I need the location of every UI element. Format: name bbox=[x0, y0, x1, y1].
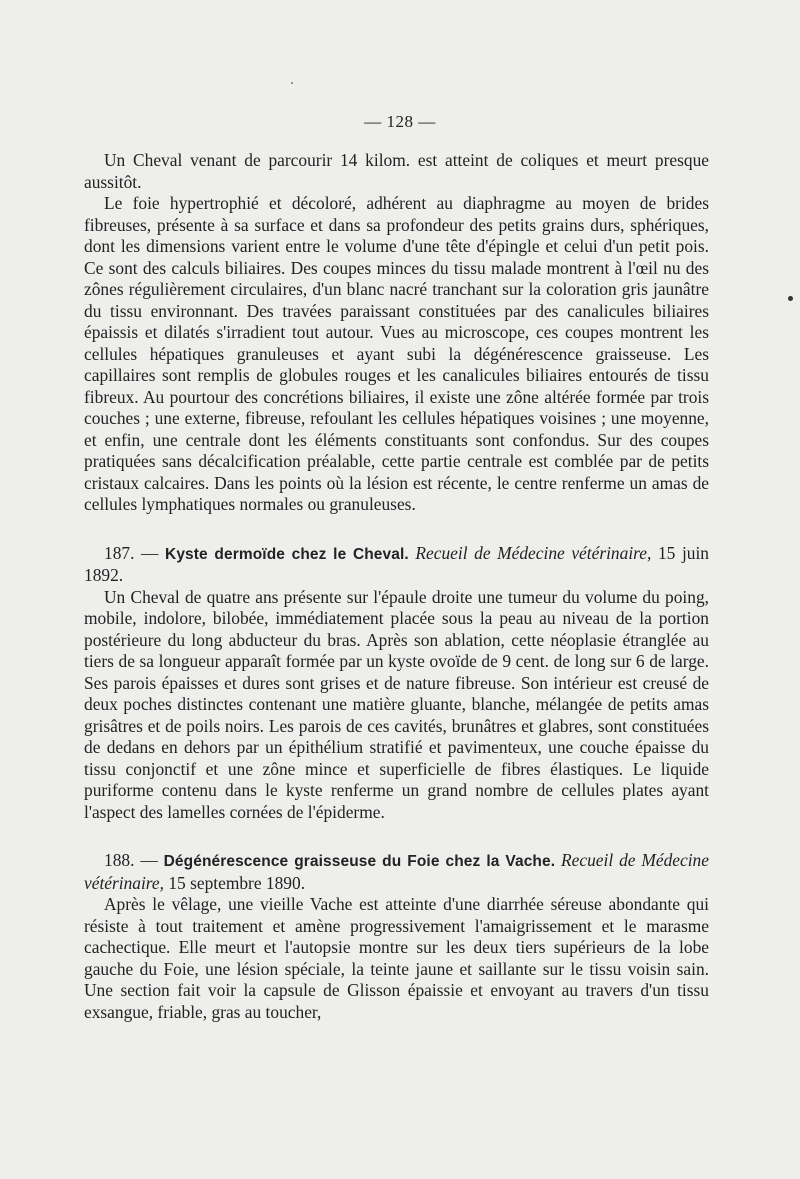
entry-187-title: Kyste dermoïde chez le Cheval. bbox=[165, 545, 409, 563]
entry-187-number: 187. — bbox=[104, 542, 159, 563]
paper-speck bbox=[788, 296, 793, 301]
intro-paragraph-1: Un Cheval venant de parcourir 14 kilom. est atteint de coliques et meurt presque aussitôt. bbox=[84, 150, 709, 192]
entry-187-date: 15 juin 1892. bbox=[84, 542, 709, 585]
page-body bbox=[84, 150, 709, 1023]
paper-speck bbox=[291, 82, 293, 84]
entry-187-body: Un Cheval de quatre ans présente sur l'épaule droite une tumeur du volume du poing, mobile, indolore, bilobée, immédiatement placée sous la peau au niveau de la portion postérieure du long abducteur du bras. Après son ablation, cette néoplasie étranglée au tiers de sa longueur apparaît formée par un kyste ovoïde de 9 cent. de long sur 6 de large. Ses parois épaisses et dures sont grises et de nature fibreuse. Son intérieur est creusé de deux poches distinctes contenant une matière gluante, blanche, mélangée de petits amas grisâtres et de poils noirs. Les parois de ces cavités, brunâtres et glabres, sont constituées de dedans en dehors par un épithélium stratifié et pavimenteux, une couche épaisse du tissu conjonctif et une zône mince et superficielle de fibres élastiques. Le liquide puriforme contenu dans le kyste renferme un grand nombre de cellules plates ayant l'aspect des lamelles cornées de l'épiderme. bbox=[84, 586, 709, 822]
entry-188-heading bbox=[84, 850, 709, 894]
entry-188-title: Dégénérescence graisseuse du Foie chez la Vache. bbox=[163, 853, 556, 870]
entry-188-number: 188. — bbox=[104, 850, 158, 870]
entry-188-body: Après le vêlage, une vieille Vache est atteinte d'une diarrhée séreuse abondante qui résiste à tout traitement et amène progressivement l'amaigrissement et le marasme cachectique. Elle meurt et l'autopsie montre sur les deux tiers supérieurs de la lobe gauche du Foie, une lésion spéciale, la teinte jaune et saillante sur le tissu voisin sain. Une section fait voir la capsule de Glisson épaissie et envoyant au travers d'un tissu exsangue, friable, gras au toucher, bbox=[84, 894, 709, 1022]
entry-188-source: Recueil de Médecine vétérinaire, bbox=[84, 850, 709, 893]
intro-paragraph-2: Le foie hypertrophié et décoloré, adhérent au diaphragme au moyen de brides fibreuses, présente à sa surface et dans sa profondeur des petits grains durs, sphériques, dont les dimensions varient entre le volume d'une tête d'épingle et celui d'un petit pois. Ce sont des calculs biliaires. Des coupes minces du tissu malade montrent à l'œil nu des zônes régulièrement circulaires, d'un blanc nacré tranchant sur la coloration gris jaunâtre du tissu environnant. Des travées paraissant constituées par des canalicules biliaires épaissis et dilatés s'irradient tout autour. Vues au microscope, ces coupes montrent les cellules hépatiques granuleuses et ayant subi la dégénérescence graisseuse. Les capillaires sont remplis de globules rouges et les canalicules biliaires entourés de tissu fibreux. Au pourtour des concrétions biliaires, il existe une zône altérée formée par trois couches ; une externe, fibreuse, refoulant les cellules hépatiques voisines ; une moyenne, et enfin, une centrale dont les éléments constituants sont confondus. Sur des coupes pratiquées sans décalcification préalable, cette partie centrale est comblée par de petits cristaux calcaires. Dans les points où la lésion est récente, le centre renferme un amas de cellules lymphatiques normales ou granuleuses. bbox=[84, 193, 709, 514]
page-number: — 128 — bbox=[364, 112, 436, 131]
entry-187-source: Recueil de Médecine vétérinaire, bbox=[415, 542, 652, 563]
entry-187-heading bbox=[84, 543, 709, 587]
entry-188-date: 15 septembre 1890. bbox=[168, 872, 306, 893]
